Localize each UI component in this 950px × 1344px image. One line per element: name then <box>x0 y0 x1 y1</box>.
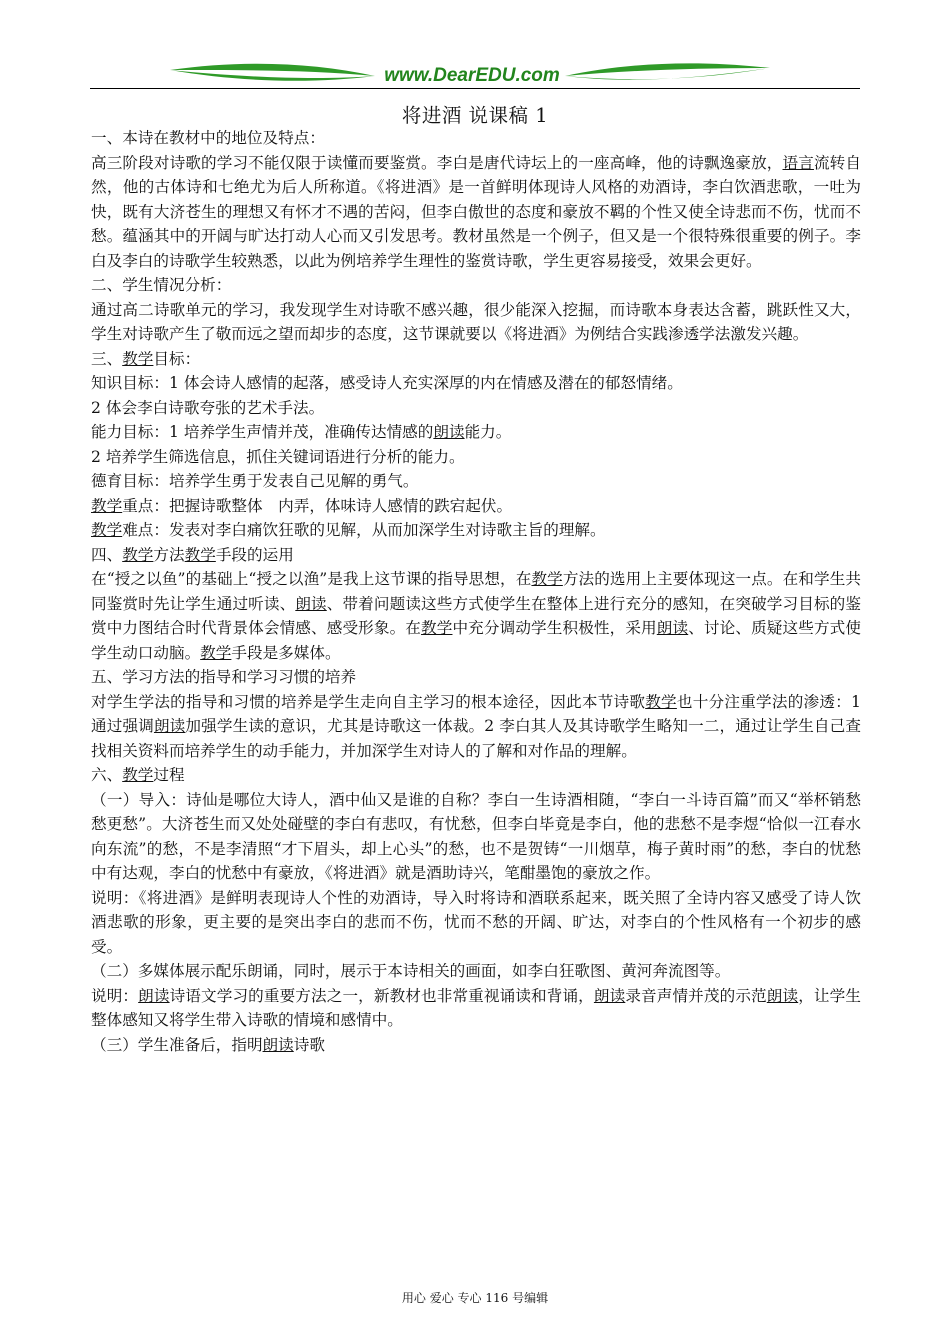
paragraph <box>91 959 861 984</box>
keyword-link[interactable]: 教学 <box>645 692 677 711</box>
text-run: 中充分调动学生积极性，采用 <box>452 619 657 637</box>
text-run: 2 体会李白诗歌夸张的艺术手法。 <box>91 398 325 417</box>
keyword-link[interactable]: 朗读 <box>593 986 626 1005</box>
text-run: 能力。 <box>464 423 512 441</box>
text-run: 一、本诗在教材中的地位及特点： <box>91 129 325 147</box>
text-run: 手段是多媒体。 <box>231 643 341 662</box>
text-run: 五、学习方法的指导和学习习惯的培养 <box>91 668 357 686</box>
text-run: 加强学生读的意识，尤其是诗歌这一体裁。2 李白其人及其诗歌学生略知一二，通过让学生自己查找相关资料而培养学生的动手能力，并加深学生对诗人的了解和对作品的理解。 <box>91 717 861 760</box>
text-run: 说明：《将进酒》是鲜明表现诗人个性的劝酒诗，导入时将诗和酒联系起来，既关照了全诗内容又感受了诗人饮酒悲歌的形象，更主要的是突出李白的悲而不伤，忧而不愁的开阔、旷达，对李白的个性风格有一个初步的感受。 <box>91 888 861 956</box>
text-run: （二）多媒体展示配乐朗诵，同时，展示于本诗相关的画面，如李白狂歌图、黄河奔流图等。 <box>91 962 731 980</box>
paragraph <box>91 984 861 1033</box>
paragraph <box>91 763 861 788</box>
keyword-link[interactable]: 朗读 <box>295 594 327 613</box>
text-run: 在“授之以鱼”的基础上“授之以渔”是我上这节课的指导思想，在 <box>91 570 532 588</box>
paragraph <box>91 445 861 470</box>
paragraph <box>91 396 861 421</box>
paragraph <box>91 347 861 372</box>
text-run: 方法 <box>153 545 185 564</box>
keyword-link[interactable]: 教学 <box>531 570 563 588</box>
text-run: 三、 <box>91 349 123 368</box>
text-run: 通过高二诗歌单元的学习，我发现学生对诗歌不感兴趣，很少能深入挖掘，而诗歌本身表达含蓄，跳跃性又大，学生对诗歌产生了敬而远之望而却步的态度，这节课就要以《将进酒》为例结合实践渗透学法激发兴趣。 <box>91 300 861 343</box>
text-run: 、讨论、质疑这些方式使学生动口动脑。 <box>91 619 861 662</box>
paragraph <box>91 567 861 665</box>
header-rule <box>90 88 860 89</box>
keyword-link[interactable]: 教学 <box>91 496 123 515</box>
keyword-link[interactable]: 朗读 <box>766 986 799 1005</box>
text-run: 六、 <box>91 766 123 784</box>
text-run: 方法的选用上主要体现这一点。在和学生共同鉴赏时先让学生通过听读、 <box>91 570 861 613</box>
keyword-link[interactable]: 教学 <box>122 766 154 784</box>
text-run: ，让学生整体感知又将学生带入诗歌的情境和感情中。 <box>91 986 861 1029</box>
page-footer: 用心 爱心 专心 116 号编辑 <box>401 1291 549 1305</box>
text-run: 能力目标：1 培养学生声情并茂，准确传达情感的 <box>91 423 434 441</box>
paragraph <box>91 690 861 764</box>
text-run: 二、学生情况分析： <box>91 276 232 294</box>
text-run: 对学生学法的指导和习惯的培养是学生走向自主学习的根本途径，因此本节诗歌 <box>91 692 646 711</box>
text-run: 诗语文学习的重要方法之一，新教材也非常重视诵读和背诵， <box>169 986 594 1005</box>
paragraph <box>91 494 861 519</box>
text-run: （三）学生准备后，指明 <box>91 1035 263 1054</box>
paragraph <box>91 886 861 960</box>
text-run: 、带着问题读这些方式使学生在整体上进行充分的感知，在突破学习目标的鉴赏中力图结合时代背景体会情感、感受形象。在 <box>91 594 861 637</box>
keyword-link[interactable]: 教学 <box>122 545 154 564</box>
text-run: 四、 <box>91 545 123 564</box>
keyword-link[interactable]: 教学 <box>200 643 232 662</box>
paragraph <box>91 469 861 494</box>
keyword-link[interactable]: 教学 <box>421 619 453 637</box>
text-run: 难点：发表对李白痛饮狂歌的见解，从而加深学生对诗歌主旨的理解。 <box>122 521 606 539</box>
text-run: 高三阶段对诗歌的学习不能仅限于读懂而要鉴赏。李白是唐代诗坛上的一座高峰，他的诗飘逸豪放， <box>91 153 783 172</box>
paragraph <box>91 298 861 347</box>
text-run: 手段的运用 <box>215 545 294 564</box>
right-swoosh-lower <box>565 68 770 80</box>
keyword-link[interactable]: 教学 <box>91 521 123 539</box>
keyword-link[interactable]: 朗读 <box>433 423 465 441</box>
paragraph <box>91 151 861 274</box>
paragraph <box>91 543 861 568</box>
site-name: www.DearEDU.com <box>384 65 560 86</box>
text-run: 德育目标：培养学生勇于发表自己见解的勇气。 <box>91 472 419 490</box>
site-banner <box>90 56 860 92</box>
text-run: 诗歌 <box>293 1035 325 1054</box>
text-run: 重点：把握诗歌整体 内弄，体味诗人感情的跌宕起伏。 <box>122 496 513 515</box>
paragraph <box>91 420 861 445</box>
document-title: 将进酒 说课稿 1 <box>401 104 549 127</box>
text-run: （一）导入：诗仙是哪位大诗人，酒中仙又是谁的自称？李白一生诗酒相随，“李白一斗诗百篇”而又“举杯销愁愁更愁”。大济苍生而又处处碰壁的李白有悲叹，有忧愁，但李白毕竟是李白，他的悲愁不是李煜“恰似一江春水向东流”的愁，不是李清照“才下眉头，却上心头”的愁，也不是贺铸“一川烟草，梅子黄时雨”的愁，李白的忧愁中有达观，李白的忧愁中有豪放，《将进酒》就是酒助诗兴，笔酣墨饱的豪放之作。 <box>91 790 861 882</box>
paragraph <box>91 1033 861 1058</box>
keyword-link[interactable]: 朗读 <box>138 986 170 1005</box>
banner-swoosh-graphic <box>90 56 860 92</box>
paragraph <box>91 665 861 690</box>
document-body <box>91 126 861 1057</box>
paragraph <box>91 788 861 886</box>
paragraph <box>91 371 861 396</box>
right-swoosh <box>565 63 770 76</box>
text-run: 目标： <box>153 349 201 368</box>
paragraph <box>91 273 861 298</box>
text-run: 录音声情并茂的示范 <box>625 986 767 1005</box>
keyword-link[interactable]: 朗读 <box>153 717 186 735</box>
text-run: 流转自然，他的古体诗和七绝尤为后人所称道。《将进酒》是一首鲜明体现诗人风格的劝酒诗，李白饮酒悲歌，一吐为快，既有大济苍生的理想又有怀才不遇的苦闷，但李白傲世的态度和豪放不羁的个性又使全诗悲而不伤，忧而不愁。蕴涵其中的开阔与旷达打动人心而又引发思考。教材虽然是一个例子，但又是一个很特殊很重要的例子。李白及李白的诗歌学生较熟悉，以此为例培养学生理性的鉴赏诗歌，学生更容易接受，效果会更好。 <box>91 153 861 270</box>
text-run: 过程 <box>153 766 185 784</box>
keyword-link[interactable]: 教学 <box>184 545 216 564</box>
keyword-link[interactable]: 语言 <box>782 153 814 172</box>
keyword-link[interactable]: 朗读 <box>262 1035 294 1054</box>
paragraph <box>91 518 861 543</box>
keyword-link[interactable]: 朗读 <box>656 619 689 637</box>
text-run: 知识目标：1 体会诗人感情的起落，感受诗人充实深厚的内在情感及潜在的郁怒情绪。 <box>91 374 683 392</box>
text-run: 2 培养学生筛选信息，抓住关键词语进行分析的能力。 <box>91 447 465 466</box>
paragraph <box>91 126 861 151</box>
text-run: 说明： <box>91 986 139 1005</box>
text-run: 也十分注重学法的渗透：1 通过强调 <box>91 692 861 735</box>
keyword-link[interactable]: 教学 <box>122 349 154 368</box>
